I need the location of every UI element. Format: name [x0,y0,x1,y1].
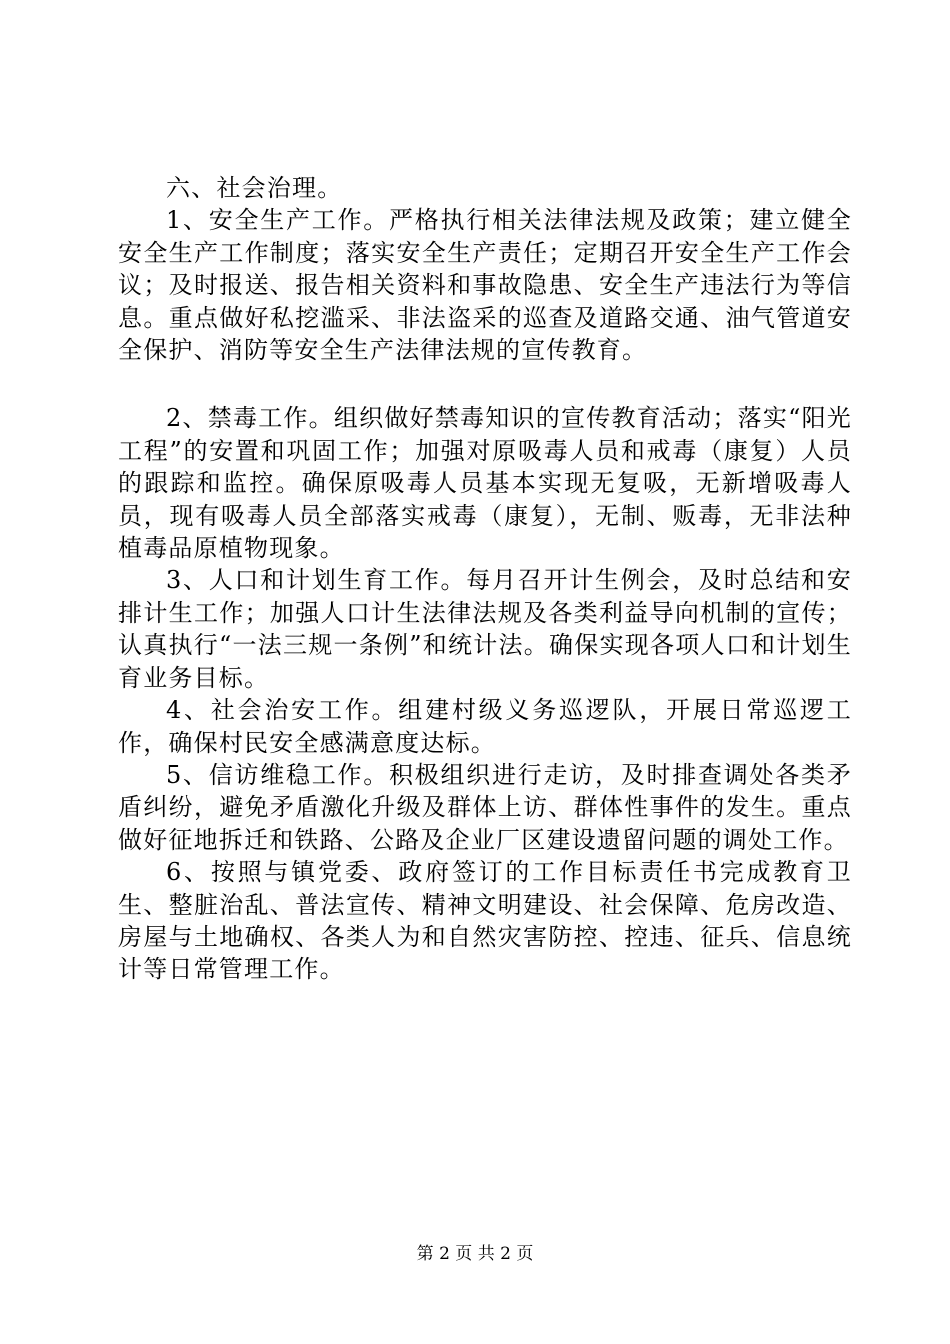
paragraph-petition-stability: 5、信访维稳工作。积极组织进行走访，及时排查调处各类矛盾纠纷，避免矛盾激化升级及群体上访、群体性事件的发生。重点做好征地拆迁和铁路、公路及企业厂区建设遗留问题的调处工作。 [118,760,852,854]
paragraph-drug-control: 2、禁毒工作。组织做好禁毒知识的宣传教育活动；落实“阳光工程”的安置和巩固工作；加强对原吸毒人员和戒毒（康复）人员的跟踪和监控。确保原吸毒人员基本实现无复吸，无新增吸毒人员，现有吸毒人员全部落实戒毒（康复），无制、贩毒，无非法种植毒品原植物现象。 [118,404,852,563]
section-heading: 六、社会治理。 [166,174,343,202]
paragraph-daily-management: 6、按照与镇党委、政府签订的工作目标责任书完成教育卫生、整脏治乱、普法宣传、精神文明建设、社会保障、危房改造、房屋与土地确权、各类人为和自然灾害防控、控违、征兵、信息统计等日常管理工作。 [118,858,852,984]
paragraph-public-security: 4、社会治安工作。组建村级义务巡逻队，开展日常巡逻工作，确保村民安全感满意度达标。 [118,696,852,757]
document-body [118,172,852,986]
page-footer: 第 2 页 共 2 页 [416,1244,534,1264]
paragraph-safety-production: 1、安全生产工作。严格执行相关法律法规及政策；建立健全安全生产工作制度；落实安全生产责任；定期召开安全生产工作会议；及时报送、报告相关资料和事故隐患、安全生产违法行为等信息。重点做好私挖滥采、非法盗采的巡查及道路交通、油气管道安全保护、消防等安全生产法律法规的宣传教育。 [118,206,852,365]
paragraph-family-planning: 3、人口和计划生育工作。每月召开计生例会，及时总结和安排计生工作；加强人口计生法律法规及各类利益导向机制的宣传；认真执行“一法三规一条例”和统计法。确保实现各项人口和计划生育业务目标。 [118,566,852,692]
